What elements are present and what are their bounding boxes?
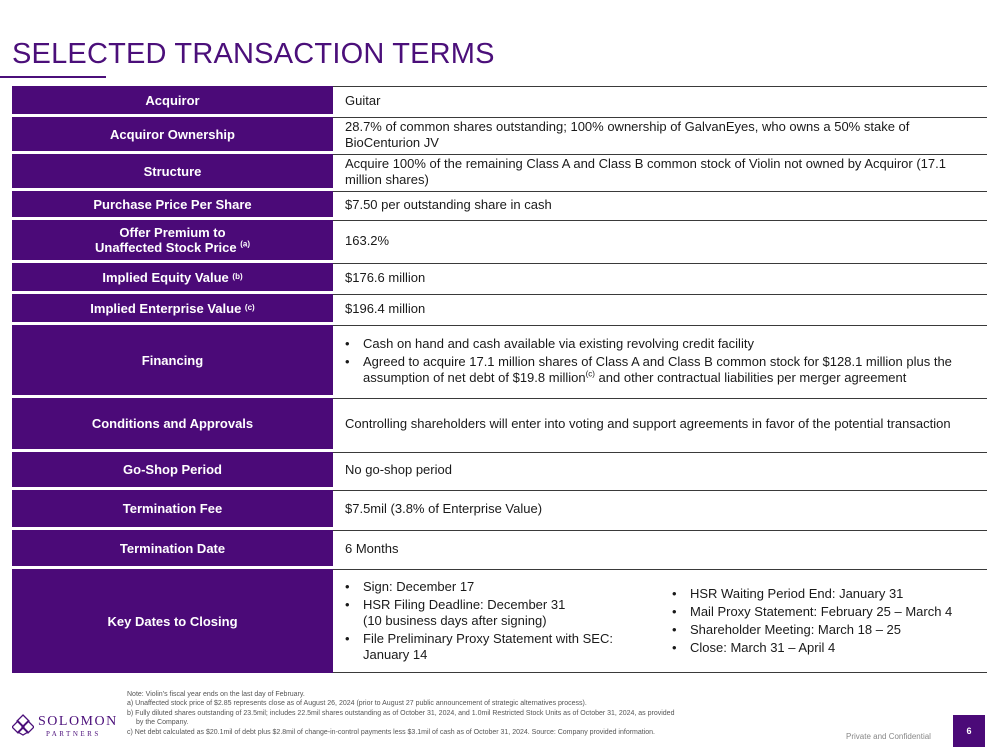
table-row	[12, 191, 987, 217]
row-label: Termination Date	[12, 530, 333, 566]
list-item-text: and other contractual liabilities per merger agreement	[594, 369, 907, 385]
row-value: $7.50 per outstanding share in cash	[333, 191, 987, 217]
list-item-text: (10 business days after signing)	[363, 613, 547, 628]
footnote-a: a) Unaffected stock price of $2.85 represents close as of August 26, 2024 (prior to August 27 public announcement of strategic alternatives process).	[127, 700, 587, 708]
row-label-line2: Unaffected Stock Price	[94, 240, 237, 255]
footnote-c: c) Net debt calculated as $20.1mil of debt plus $2.8mil of change-in-control payments less $3.1mil of cash as of October 31, 2024. Source: Company provided information.	[127, 728, 656, 736]
row-label: Purchase Price Per Share	[12, 191, 333, 217]
footnote-note: Note: Violin’s fiscal year ends on the last day of February.	[127, 691, 305, 698]
row-label: Financing	[12, 325, 333, 395]
table-row	[12, 398, 987, 449]
row-value: $196.4 million	[333, 294, 987, 322]
row-label	[12, 220, 333, 260]
footnote-b: b) Fully diluted shares outstanding of 23.5mil; includes 22.5mil shares outstanding as of October 31, 2024, and 1.0mil Restricted Stock Units as of October 31, 2024, as provided	[127, 709, 675, 717]
list-item	[345, 631, 672, 663]
row-label: Go-Shop Period	[12, 452, 333, 487]
row-label-line1: Offer Premium to	[119, 225, 226, 240]
row-value: $7.5mil (3.8% of Enterprise Value)	[333, 490, 987, 527]
list-item-text: January 14	[363, 647, 428, 662]
list-item-text: • File Preliminary Proxy Statement with SEC:	[363, 631, 613, 646]
row-label: Structure	[12, 154, 333, 188]
row-label-text: Implied Enterprise Value	[90, 300, 242, 316]
footnote-ref: (a)	[240, 239, 250, 249]
row-value: Acquire 100% of the remaining Class A and Class B common stock of Violin not owned by Acquiror (17.1 million shares)	[333, 154, 987, 188]
list-item	[345, 354, 979, 386]
row-value: 28.7% of common shares outstanding; 100% ownership of GalvanEyes, who owns a 50% stake of BioCenturion JV	[333, 117, 987, 151]
row-label: Conditions and Approvals	[12, 398, 333, 449]
confidential-label: Private and Confidential	[846, 732, 931, 741]
row-label: Implied Enterprise Value (c)	[12, 294, 333, 322]
row-label-text: Implied Equity Value	[102, 269, 229, 285]
list-item: • HSR Waiting Period End: January 31	[672, 586, 979, 602]
list-item: • Mail Proxy Statement: February 25 – March 4	[672, 604, 979, 620]
row-value: Controlling shareholders will enter into voting and support agreements in favor of the potential transaction	[333, 398, 987, 449]
financing-bullets	[345, 336, 979, 386]
list-item: • Shareholder Meeting: March 18 – 25	[672, 622, 979, 638]
row-value	[333, 569, 987, 673]
row-label: Key Dates to Closing	[12, 569, 333, 673]
page-title: SELECTED TRANSACTION TERMS	[12, 38, 495, 70]
list-item-text: Agreed to acquire 17.1 million shares of Class A and Class B common stock for $128.1 million plus the assumption of net debt of $19.8 million	[363, 353, 952, 385]
row-label: Acquiror	[12, 86, 333, 114]
row-label: Termination Fee	[12, 490, 333, 527]
row-value: 163.2%	[333, 220, 987, 260]
logo-subtitle: PARTNERS	[46, 730, 101, 738]
list-item-text: • HSR Filing Deadline: December 31	[363, 597, 566, 612]
row-value: $176.6 million	[333, 263, 987, 291]
footnote-b-continued: by the Company.	[136, 719, 189, 727]
row-label: Implied Equity Value (b)	[12, 263, 333, 291]
footnote-ref: (c)	[585, 369, 595, 379]
row-value: Guitar	[333, 86, 987, 114]
key-dates-left	[345, 579, 672, 663]
table-row	[12, 294, 987, 322]
table-row	[12, 490, 987, 527]
footnotes	[127, 690, 857, 737]
list-item	[345, 597, 672, 629]
logo-diamond-icon	[12, 714, 34, 736]
table-row	[12, 86, 987, 114]
table-row	[12, 452, 987, 487]
row-label: Acquiror Ownership	[12, 117, 333, 151]
row-value	[333, 325, 987, 395]
table-row	[12, 263, 987, 291]
table-row	[12, 530, 987, 566]
row-value: 6 Months	[333, 530, 987, 566]
page-number: 6	[953, 715, 985, 747]
company-logo	[12, 712, 122, 738]
row-value: No go-shop period	[333, 452, 987, 487]
transaction-terms-table	[12, 86, 987, 673]
logo-name: SOLOMON	[38, 714, 118, 729]
list-item: • Cash on hand and cash available via existing revolving credit facility	[345, 336, 979, 352]
table-row	[12, 569, 987, 673]
table-row	[12, 325, 987, 395]
list-item: • Sign: December 17	[345, 579, 672, 595]
list-item: • Close: March 31 – April 4	[672, 640, 979, 656]
table-row	[12, 154, 987, 188]
title-underline	[0, 76, 106, 78]
table-row	[12, 220, 987, 260]
key-dates-right	[672, 586, 979, 656]
table-row	[12, 117, 987, 151]
